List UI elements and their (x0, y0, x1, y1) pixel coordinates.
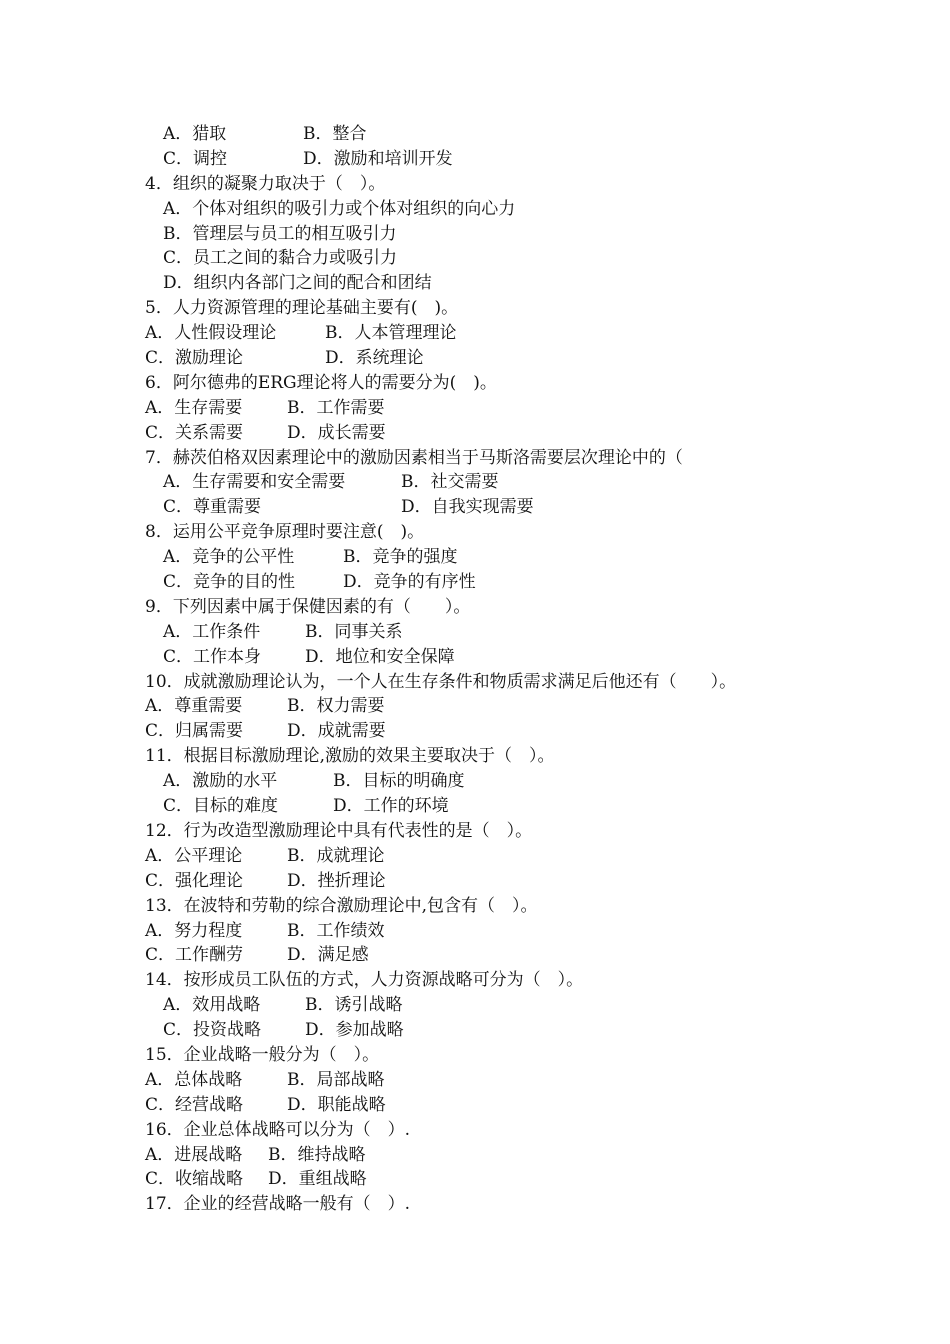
question-text: 17．企业的经营战略一般有（ ）. (145, 1194, 411, 1215)
answer-option: D．成就需要 (287, 721, 386, 742)
question-stem (145, 296, 925, 321)
question-list (145, 122, 925, 1217)
answer-option: D．满足感 (287, 945, 369, 966)
answer-option: B．整合 (303, 124, 367, 144)
answer-option: A．个体对组织的吸引力或个体对组织的向心力 (163, 198, 516, 219)
question-text: 5．人力资源管理的理论基础主要有( )。 (145, 298, 459, 319)
question-text: 7．赫茨伯格双因素理论中的激励因素相当于马斯洛需要层次理论中的（ (145, 447, 683, 468)
answer-option: B．人本管理理论 (325, 323, 457, 344)
answer-option: A．激励的水平 (163, 771, 278, 792)
answer-option: D．参加战略 (305, 1020, 404, 1041)
question-stem (145, 968, 925, 993)
answer-option: C．员工之间的黏合力或吸引力 (163, 248, 398, 269)
answer-option: A．竞争的公平性 (163, 547, 295, 568)
answer-option-row (145, 620, 925, 645)
answer-option: B．目标的明确度 (333, 771, 465, 792)
answer-option: C．强化理论 (145, 870, 244, 891)
answer-option: B．诱引战略 (305, 995, 403, 1016)
answer-option-row (145, 271, 925, 296)
question-text: 15．企业战略一般分为（ ）。 (145, 1044, 380, 1065)
answer-option: B．管理层与员工的相互吸引力 (163, 223, 397, 244)
question-stem (145, 371, 925, 396)
answer-option: C．归属需要 (145, 721, 244, 742)
answer-option-row (145, 694, 925, 719)
question-stem (145, 1118, 925, 1143)
answer-option: B．竞争的强度 (343, 547, 458, 568)
answer-option: C．关系需要 (145, 422, 244, 443)
answer-option-row (145, 645, 925, 670)
answer-option: A．工作条件 (163, 621, 261, 642)
answer-option: A．效用战略 (163, 995, 261, 1016)
question-stem (145, 446, 925, 471)
answer-option-row (145, 919, 925, 944)
answer-option: A．猎取 (163, 124, 227, 144)
answer-option: B．工作需要 (287, 397, 385, 418)
question-stem (145, 595, 925, 620)
question-text: 6．阿尔德弗的ERG理论将人的需要分为( )。 (145, 372, 497, 393)
question-text: 11．根据目标激励理论,激励的效果主要取决于（ ）。 (145, 746, 555, 767)
question-stem (145, 670, 925, 695)
answer-option-row (145, 1167, 925, 1192)
question-text: 10．成就激励理论认为，一个人在生存条件和物质需求满足后他还有（ ）。 (145, 671, 737, 692)
answer-option: B．权力需要 (287, 696, 385, 717)
answer-option-row (145, 769, 925, 794)
answer-option-row (145, 545, 925, 570)
answer-option: A．生存需要和安全需要 (163, 472, 346, 493)
question-text: 8．运用公平竞争原理时要注意( )。 (145, 522, 425, 543)
answer-option: C．目标的难度 (163, 796, 279, 817)
answer-option: D．激励和培训开发 (303, 148, 453, 169)
answer-option: D．成长需要 (287, 422, 386, 443)
answer-option-row (145, 719, 925, 744)
answer-option-row (145, 396, 925, 421)
answer-option-row (145, 346, 925, 371)
answer-option: B．社交需要 (401, 472, 499, 493)
answer-option: C．收缩战略 (145, 1169, 244, 1190)
question-stem (145, 1192, 925, 1217)
answer-option: D．职能战略 (287, 1094, 386, 1115)
answer-option: D．工作的环境 (333, 796, 449, 817)
answer-option-row (145, 844, 925, 869)
answer-option: A．进展战略 (145, 1144, 243, 1165)
question-stem (145, 819, 925, 844)
answer-option: B．局部战略 (287, 1069, 385, 1090)
answer-option: D．重组战略 (268, 1169, 367, 1190)
answer-option: D．地位和安全保障 (305, 646, 455, 667)
answer-option: B．工作绩效 (287, 920, 385, 941)
question-text: 13．在波特和劳勒的综合激励理论中,包含有（ ）。 (145, 895, 538, 916)
answer-option: C．投资战略 (163, 1020, 262, 1041)
answer-option: D．组织内各部门之间的配合和团结 (163, 273, 432, 294)
answer-option: C．竞争的目的性 (163, 572, 296, 593)
answer-option: A．生存需要 (145, 397, 243, 418)
question-text: 12．行为改造型激励理论中具有代表性的是（ ）。 (145, 820, 533, 841)
answer-option: D．自我实现需要 (401, 497, 534, 518)
question-stem (145, 520, 925, 545)
answer-option: D．竞争的有序性 (343, 572, 476, 593)
answer-option-row (145, 1018, 925, 1043)
answer-option-row (145, 122, 925, 147)
answer-option-row (145, 495, 925, 520)
answer-option: A．尊重需要 (145, 696, 243, 717)
answer-option: A．公平理论 (145, 845, 243, 866)
question-stem (145, 744, 925, 769)
question-stem (145, 894, 925, 919)
answer-option-row (145, 869, 925, 894)
answer-option-row (145, 993, 925, 1018)
answer-option: A．总体战略 (145, 1069, 243, 1090)
answer-option: C．工作本身 (163, 646, 262, 667)
answer-option: C．调控 (163, 148, 228, 169)
answer-option: A．人性假设理论 (145, 323, 277, 344)
answer-option: D．挫折理论 (287, 870, 386, 891)
answer-option: D．系统理论 (325, 348, 424, 369)
question-text: 14．按形成员工队伍的方式，人力资源战略可分为（ ）。 (145, 970, 584, 991)
answer-option-row (145, 1068, 925, 1093)
answer-option-row (145, 421, 925, 446)
answer-option: B．维持战略 (268, 1144, 366, 1165)
question-text: 16．企业总体战略可以分为（ ）. (145, 1119, 411, 1140)
question-stem (145, 1043, 925, 1068)
answer-option-row (145, 943, 925, 968)
question-stem (145, 172, 925, 197)
answer-option: C．工作酬劳 (145, 945, 244, 966)
answer-option: C．尊重需要 (163, 497, 262, 518)
answer-option-row (145, 197, 925, 222)
answer-option: C．激励理论 (145, 348, 244, 369)
answer-option-row (145, 1093, 925, 1118)
answer-option: B．同事关系 (305, 621, 403, 642)
answer-option: B．成就理论 (287, 845, 385, 866)
question-text: 9．下列因素中属于保健因素的有（ ）。 (145, 596, 471, 617)
answer-option-row (145, 1143, 925, 1168)
answer-option-row (145, 321, 925, 346)
answer-option: A．努力程度 (145, 920, 243, 941)
answer-option-row (145, 794, 925, 819)
answer-option: C．经营战略 (145, 1094, 244, 1115)
answer-option-row (145, 222, 925, 247)
answer-option-row (145, 570, 925, 595)
answer-option-row (145, 246, 925, 271)
question-text: 4．组织的凝聚力取决于（ ）。 (145, 173, 386, 194)
answer-option-row (145, 147, 925, 172)
answer-option-row (145, 470, 925, 495)
